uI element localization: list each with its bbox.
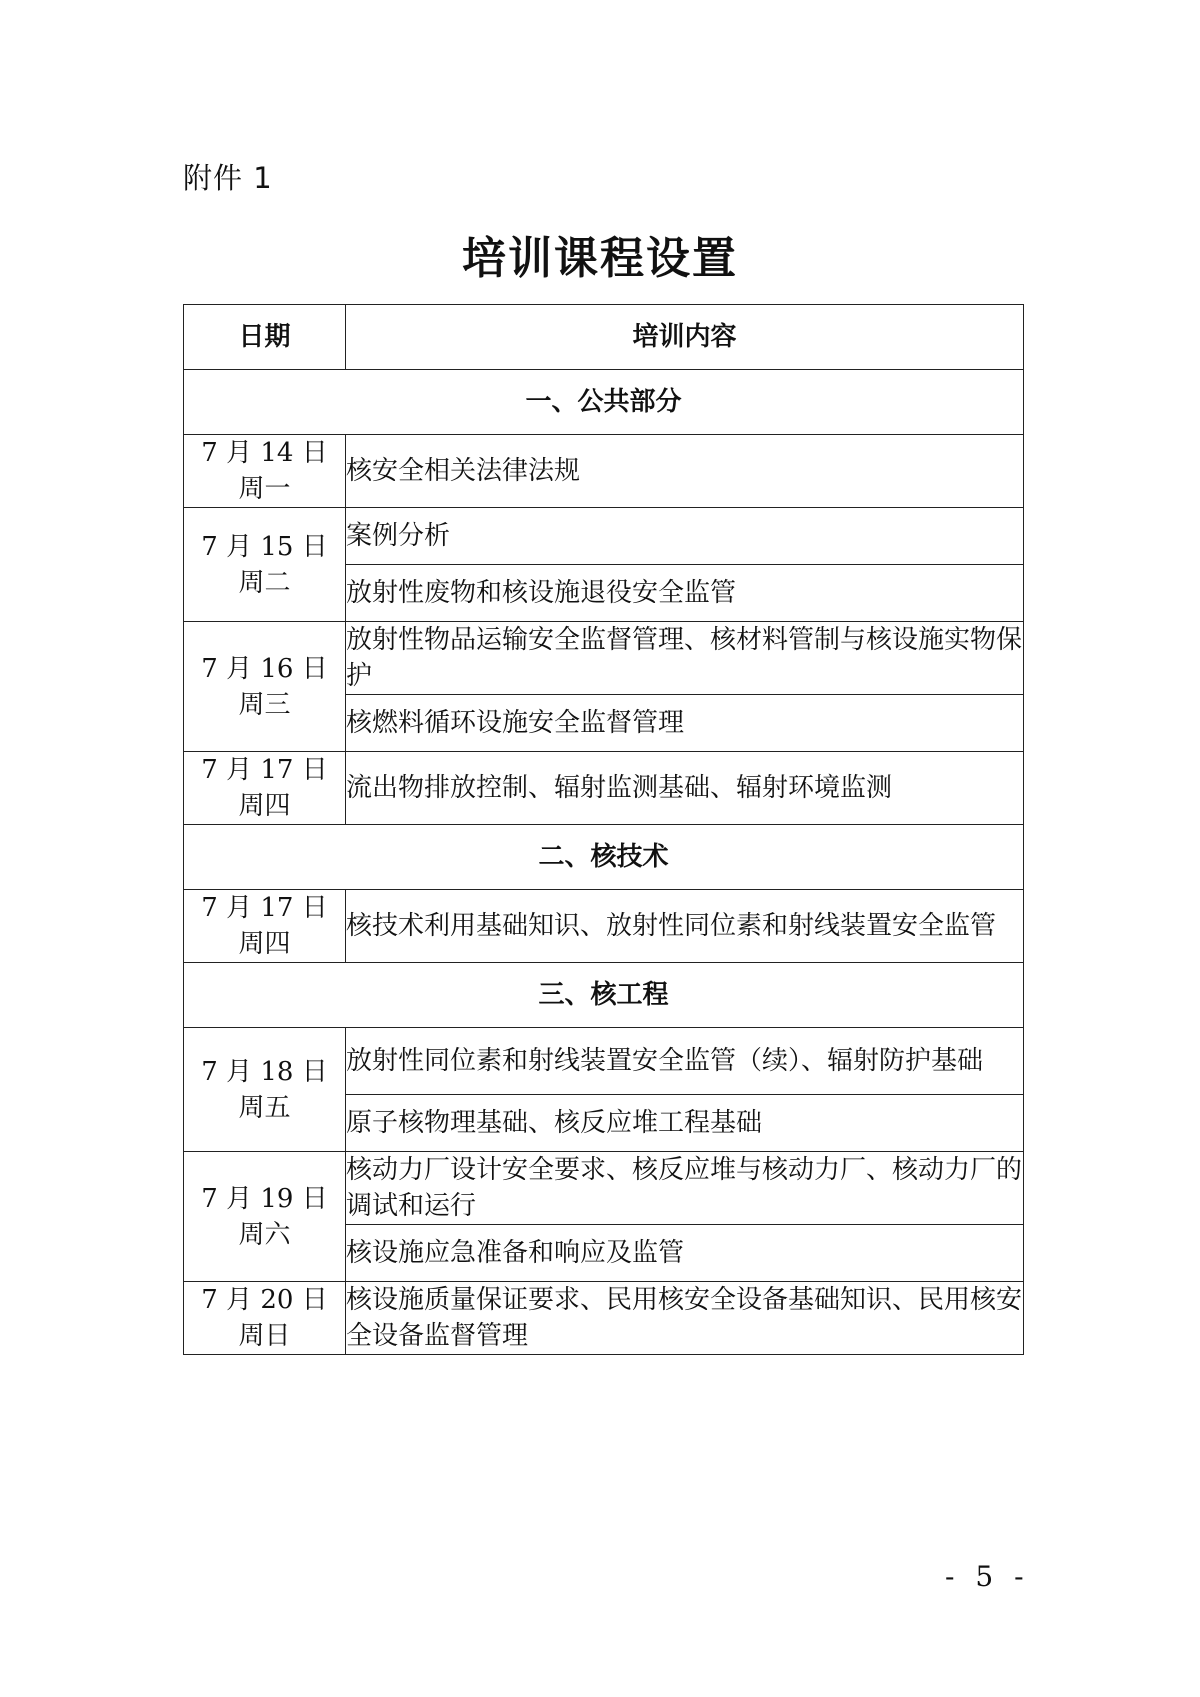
date-cell	[184, 752, 346, 825]
table-row	[184, 752, 1024, 825]
section-heading: 二、核技术	[184, 825, 1024, 890]
content-cell: 核设施应急准备和响应及监管	[346, 1225, 1024, 1282]
section-row	[184, 370, 1024, 435]
table-row	[184, 890, 1024, 963]
weekday-text: 周二	[238, 567, 291, 598]
date-cell	[184, 890, 346, 963]
section-heading: 一、公共部分	[184, 370, 1024, 435]
table-header-row	[184, 305, 1024, 370]
content-cell: 核动力厂设计安全要求、核反应堆与核动力厂、核动力厂的调试和运行	[346, 1152, 1024, 1225]
training-schedule-table	[183, 304, 1024, 1355]
weekday-text: 周六	[238, 1219, 291, 1250]
date-text: 7 月 20 日	[201, 1285, 328, 1315]
content-cell: 核燃料循环设施安全监督管理	[346, 695, 1024, 752]
content-cell: 放射性同位素和射线装置安全监管（续）、辐射防护基础	[346, 1028, 1024, 1095]
weekday-text: 周三	[238, 689, 291, 720]
content-cell: 放射性物品运输安全监督管理、核材料管制与核设施实物保护	[346, 622, 1024, 695]
weekday-text: 周五	[238, 1092, 291, 1123]
date-text: 7 月 18 日	[201, 1056, 328, 1087]
weekday-text: 周四	[238, 929, 291, 959]
content-cell: 案例分析	[346, 508, 1024, 565]
weekday-text: 周一	[238, 474, 291, 504]
date-cell	[184, 622, 346, 752]
section-row	[184, 825, 1024, 890]
section-heading: 三、核工程	[184, 963, 1024, 1028]
content-cell: 流出物排放控制、辐射监测基础、辐射环境监测	[346, 752, 1024, 825]
section-row	[184, 963, 1024, 1028]
content-cell: 核安全相关法律法规	[346, 435, 1024, 508]
date-text: 7 月 16 日	[201, 653, 328, 684]
date-text: 7 月 17 日	[201, 893, 328, 923]
content-cell: 放射性废物和核设施退役安全监管	[346, 565, 1024, 622]
table-row	[184, 1028, 1024, 1095]
date-text: 7 月 19 日	[201, 1183, 328, 1214]
date-text: 7 月 14 日	[201, 438, 328, 468]
table-row	[184, 435, 1024, 508]
date-cell	[184, 508, 346, 622]
date-text: 7 月 15 日	[201, 531, 328, 562]
table-row	[184, 508, 1024, 565]
content-cell: 核设施质量保证要求、民用核安全设备基础知识、民用核安全设备监督管理	[346, 1282, 1024, 1355]
date-cell	[184, 435, 346, 508]
date-cell	[184, 1152, 346, 1282]
date-text: 7 月 17 日	[201, 755, 328, 785]
table-row	[184, 622, 1024, 695]
date-cell	[184, 1028, 346, 1152]
content-cell: 核技术利用基础知识、放射性同位素和射线装置安全监管	[346, 890, 1024, 963]
attachment-label: 附件 1	[183, 161, 273, 195]
page-number: - 5 -	[945, 1560, 1030, 1593]
date-cell	[184, 1282, 346, 1355]
header-content: 培训内容	[346, 305, 1024, 370]
weekday-text: 周四	[238, 791, 291, 821]
content-cell: 原子核物理基础、核反应堆工程基础	[346, 1095, 1024, 1152]
table-row	[184, 1282, 1024, 1355]
weekday-text: 周日	[238, 1321, 291, 1351]
document-title: 培训课程设置	[462, 233, 738, 284]
table-row	[184, 1152, 1024, 1225]
header-date: 日期	[184, 305, 346, 370]
